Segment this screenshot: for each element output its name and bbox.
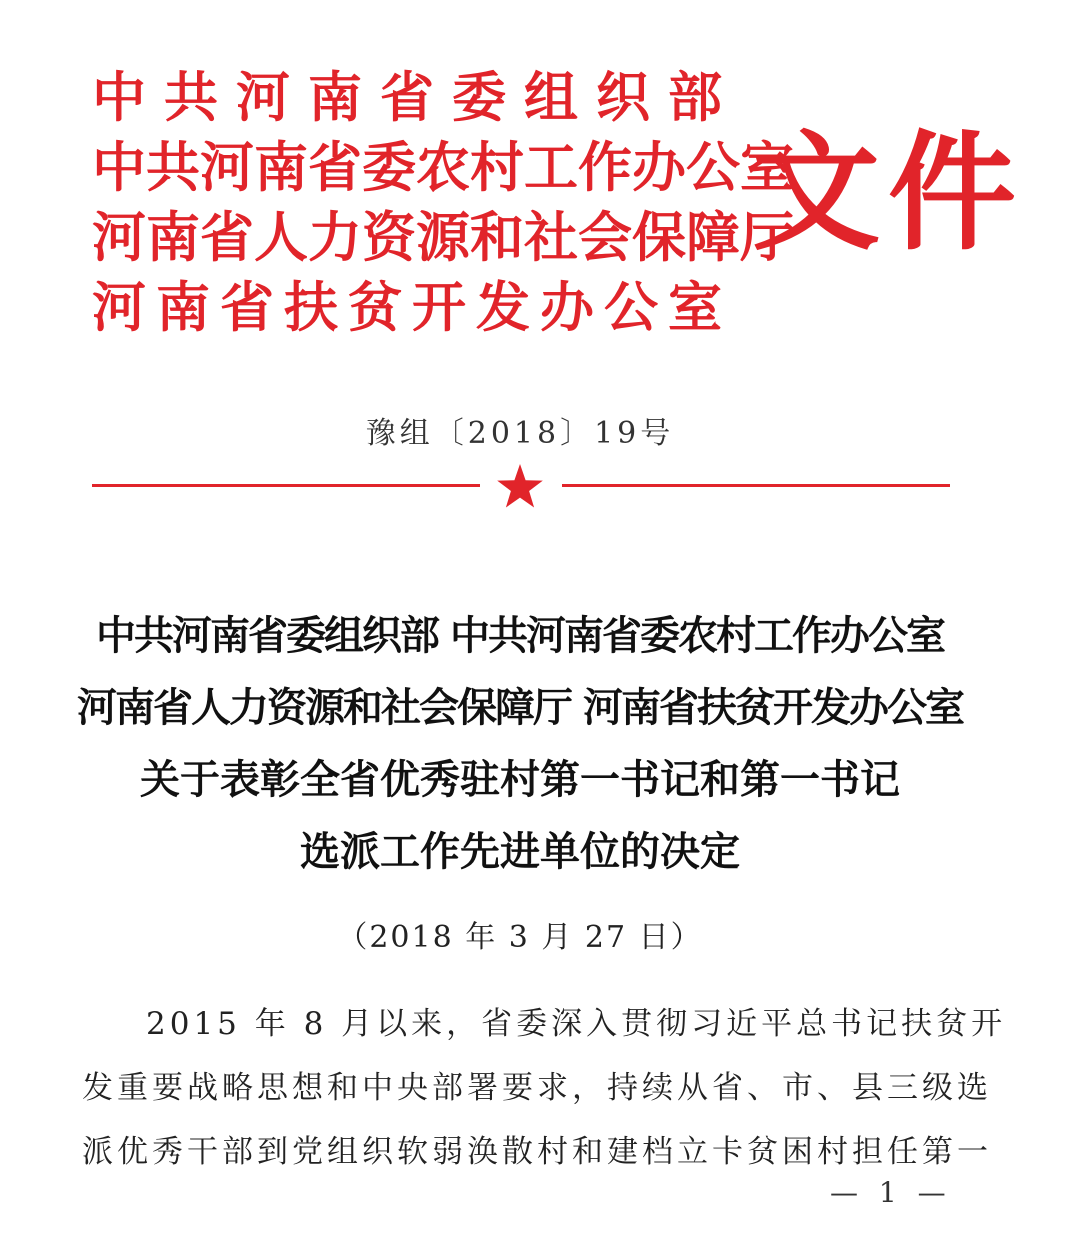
document-title — [40, 600, 1000, 888]
title-line: 河南省人力资源和社会保障厅 河南省扶贫开发办公室 — [77, 684, 963, 731]
body-paragraph — [82, 992, 1007, 1184]
title-line: 中共河南省委组织部 中共河南省委农村工作办公室 — [96, 612, 944, 659]
body-line: 2015 年 8 月以来，省委深入贯彻习近平总书记扶贫开 — [146, 1006, 1007, 1042]
issuer-list — [92, 62, 794, 342]
issuer-organization: 河南省人力资源和社会保障厅 — [92, 205, 794, 269]
issuer-organization: 中共河南省委组织部 — [92, 65, 722, 129]
issuer-organization: 河南省扶贫开发办公室 — [92, 275, 722, 339]
body-line: 发重要战略思想和中央部署要求，持续从省、市、县三级选 — [82, 1070, 992, 1106]
red-rule-left — [92, 484, 480, 487]
red-rule-right — [562, 484, 950, 487]
issuer-organization: 中共河南省委农村工作办公室 — [92, 135, 794, 199]
document-date: （2018 年 3 月 27 日） — [337, 920, 703, 955]
body-line: 派优秀干部到党组织软弱涣散村和建档立卡贫困村担任第一 — [82, 1134, 992, 1170]
document-type-label: 文件 — [752, 118, 1025, 268]
title-line: 关于表彰全省优秀驻村第一书记和第一书记 — [140, 756, 900, 803]
title-line: 选派工作先进单位的决定 — [300, 828, 740, 875]
page-number: — 1 — — [830, 1176, 952, 1209]
document-number: 豫组〔2018〕19号 — [365, 416, 675, 451]
star-icon — [496, 463, 544, 509]
